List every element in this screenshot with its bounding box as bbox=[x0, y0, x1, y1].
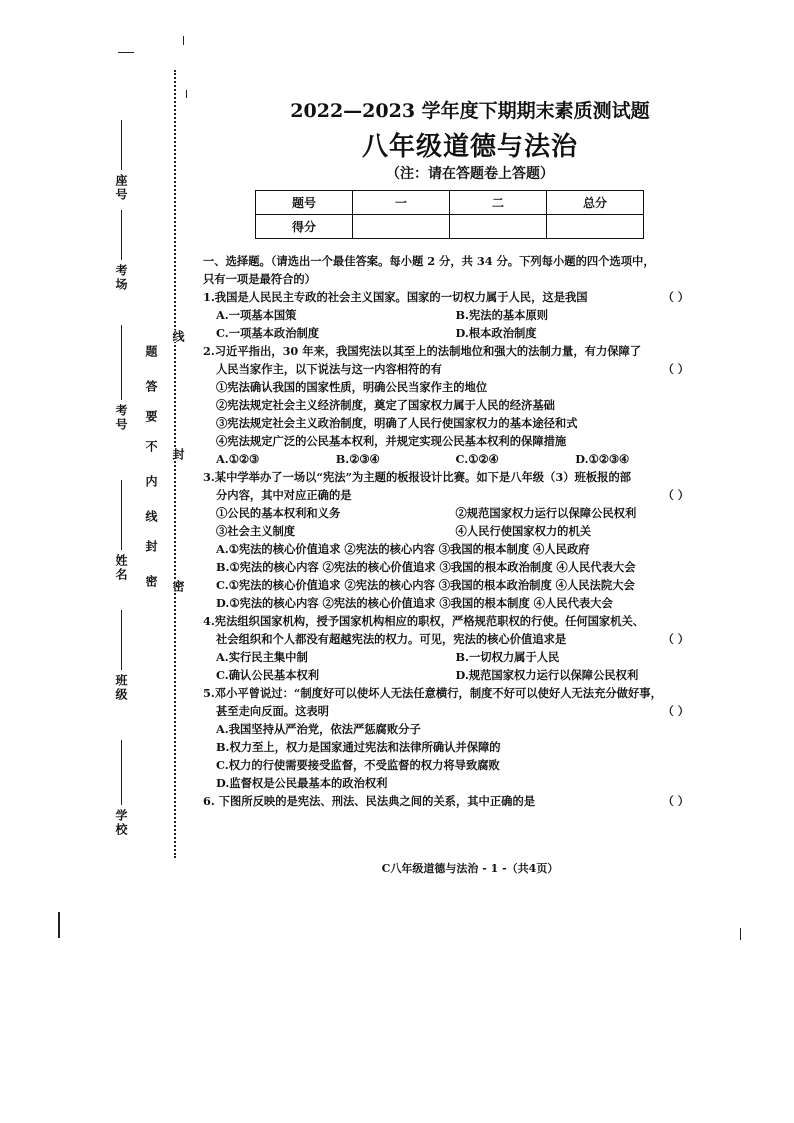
score-cell: 题号 bbox=[256, 191, 353, 215]
option: A.①②③ bbox=[216, 452, 260, 466]
section-intro: 只有一项是最符合的） bbox=[203, 272, 316, 286]
answer-paren: （ ） bbox=[662, 794, 689, 808]
seat-number-label: 座号 bbox=[114, 174, 128, 202]
question-stem: 1.我国是人民民主专政的社会主义国家。国家的一切权力属于人民，这是我国 （ ） bbox=[203, 288, 695, 306]
scan-mark bbox=[118, 52, 134, 53]
option: C.①宪法的核心价值追求 ②宪法的核心内容 ③我国的根本政治制度 ④人民法院大会 bbox=[216, 578, 635, 592]
question-stem: 2.习近平指出，30 年来，我国宪法以其至上的法制地位和强大的法制力量，有力保障了 bbox=[203, 344, 642, 358]
option: D.规范国家权力运行以保障公民权利 bbox=[455, 668, 639, 682]
class-label: 班级 bbox=[114, 674, 128, 702]
name-label: 姓名 bbox=[114, 554, 128, 582]
seal-word: 要 bbox=[144, 410, 158, 422]
exam-year-title: 2022—2023 学年度下期期末素质测试题 bbox=[290, 100, 650, 122]
statement: ②宪法规定社会主义经济制度，奠定了国家权力属于人民的经济基础 bbox=[216, 398, 555, 412]
question-stem: 人民当家作主，以下说法与这一内容相符的有 （ ） bbox=[203, 360, 695, 378]
score-cell: 一 bbox=[353, 191, 450, 215]
answer-paren: （ ） bbox=[662, 704, 689, 718]
seal-word: 不 bbox=[144, 440, 158, 452]
score-table bbox=[255, 190, 644, 239]
score-cell: 得分 bbox=[256, 215, 353, 239]
option-row bbox=[203, 666, 695, 684]
option: B.①宪法的核心内容 ②宪法的核心价值追求 ③我国的根本政治制度 ④人民代表大会 bbox=[216, 560, 636, 574]
binding-dotted-line bbox=[174, 70, 176, 858]
option-row bbox=[203, 648, 695, 666]
score-cell bbox=[547, 215, 644, 239]
page-footer: C八年级道德与法治 - 1 -（共4页） bbox=[381, 862, 559, 875]
side-word: 线 bbox=[171, 330, 185, 342]
question-stem: 4.宪法组织国家机构，授予国家机构相应的职权，严格规范职权的行使。任何国家机关、 bbox=[203, 614, 645, 628]
option: B.一切权力属于人民 bbox=[455, 650, 560, 664]
statement: ③宪法规定社会主义政治制度，明确了人民行使国家权力的基本途径和式 bbox=[216, 416, 578, 430]
school-field bbox=[113, 740, 130, 837]
answer-paren: （ ） bbox=[662, 290, 689, 304]
seal-word: 密 bbox=[144, 575, 158, 587]
option: B.权力至上，权力是国家通过宪法和法律所确认并保障的 bbox=[216, 740, 501, 754]
option: A.一项基本国策 bbox=[216, 308, 297, 322]
option-row bbox=[203, 306, 695, 324]
statement: ②规范国家权力运行以保障公民权利 bbox=[455, 506, 637, 520]
seat-number-field bbox=[113, 120, 130, 202]
score-table-row bbox=[256, 215, 644, 239]
scan-mark bbox=[183, 36, 184, 45]
seal-word: 内 bbox=[144, 475, 158, 487]
statement: ④宪法规定广泛的公民基本权利，并规定实现公民基本权利的保障措施 bbox=[216, 434, 567, 448]
option: D.监督权是公民最基本的政治权利 bbox=[216, 776, 388, 790]
option: A.①宪法的核心价值追求 ②宪法的核心内容 ③我国的根本制度 ④人民政府 bbox=[216, 542, 590, 556]
seal-word: 封 bbox=[144, 540, 158, 552]
option: C.一项基本政治制度 bbox=[216, 326, 320, 340]
statement-row bbox=[203, 504, 695, 522]
option: C.确认公民基本权利 bbox=[216, 668, 320, 682]
exam-note: （注：请在答题卷上答题） bbox=[386, 166, 554, 182]
scan-mark bbox=[186, 90, 187, 98]
score-cell: 总分 bbox=[547, 191, 644, 215]
question-content bbox=[203, 252, 695, 810]
scan-mark bbox=[740, 928, 741, 940]
question-stem: 5.邓小平曾说过：“制度好可以使坏人无法任意横行，制度不好可以使好人无法充分做好事， bbox=[203, 686, 662, 700]
seal-word: 答 bbox=[144, 380, 158, 392]
scan-mark bbox=[58, 912, 60, 938]
option: A.实行民主集中制 bbox=[216, 650, 308, 664]
option: C.权力的行使需要接受监督，不受监督的权力将导致腐败 bbox=[216, 758, 500, 772]
option: D.①宪法的核心内容 ②宪法的核心价值追求 ③我国的根本制度 ④人民代表大会 bbox=[216, 596, 613, 610]
class-field bbox=[113, 610, 130, 702]
answer-paren: （ ） bbox=[662, 362, 689, 376]
exam-number-field bbox=[113, 325, 130, 432]
option-row bbox=[203, 324, 695, 342]
option-row bbox=[203, 450, 695, 468]
statement: ③社会主义制度 bbox=[216, 524, 296, 538]
option: D.①②③④ bbox=[575, 452, 630, 466]
name-field bbox=[113, 480, 130, 582]
statement: ①宪法确认我国的国家性质，明确公民当家作主的地位 bbox=[216, 380, 488, 394]
option: C.①②④ bbox=[455, 452, 499, 466]
seal-word: 题 bbox=[144, 345, 158, 357]
statement: ①公民的基本权利和义务 bbox=[216, 506, 341, 520]
exam-subject-title: 八年级道德与法治 bbox=[361, 132, 578, 162]
exam-room-label: 考场 bbox=[114, 264, 128, 292]
option: D.根本政治制度 bbox=[455, 326, 537, 340]
side-word: 密 bbox=[171, 580, 185, 592]
score-cell bbox=[353, 215, 450, 239]
option: A.我国坚持从严治党，依法严惩腐败分子 bbox=[216, 722, 421, 736]
exam-room-field bbox=[113, 210, 130, 292]
statement: ④人民行使国家权力的机关 bbox=[455, 524, 592, 538]
score-table-row bbox=[256, 191, 644, 215]
question-stem: 甚至走向反面。这表明 （ ） bbox=[203, 702, 695, 720]
school-label: 学校 bbox=[114, 809, 128, 837]
option: B.②③④ bbox=[335, 452, 380, 466]
question-stem: 3.某中学举办了一场以“宪法”为主题的板报设计比赛。如下是八年级（3）班板报的部 bbox=[203, 470, 632, 484]
exam-number-label: 考号 bbox=[114, 404, 128, 432]
section-intro: 一、选择题。（请选出一个最佳答案。每小题 2 分，共 34 分。下列每小题的四个选项中， bbox=[203, 254, 655, 268]
option: B.宪法的基本原则 bbox=[455, 308, 549, 322]
answer-paren: （ ） bbox=[662, 488, 689, 502]
seal-word: 线 bbox=[144, 510, 158, 522]
question-stem: 社会组织和个人都没有超越宪法的权力。可见，宪法的核心价值追求是 （ ） bbox=[203, 630, 695, 648]
score-cell: 二 bbox=[450, 191, 547, 215]
question-stem: 分内容，其中对应正确的是 （ ） bbox=[203, 486, 695, 504]
statement-row bbox=[203, 522, 695, 540]
question-stem: 6. 下图所反映的是宪法、刑法、民法典之间的关系，其中正确的是 （ ） bbox=[203, 792, 695, 810]
side-word: 封 bbox=[171, 448, 185, 460]
score-cell bbox=[450, 215, 547, 239]
answer-paren: （ ） bbox=[662, 632, 689, 646]
